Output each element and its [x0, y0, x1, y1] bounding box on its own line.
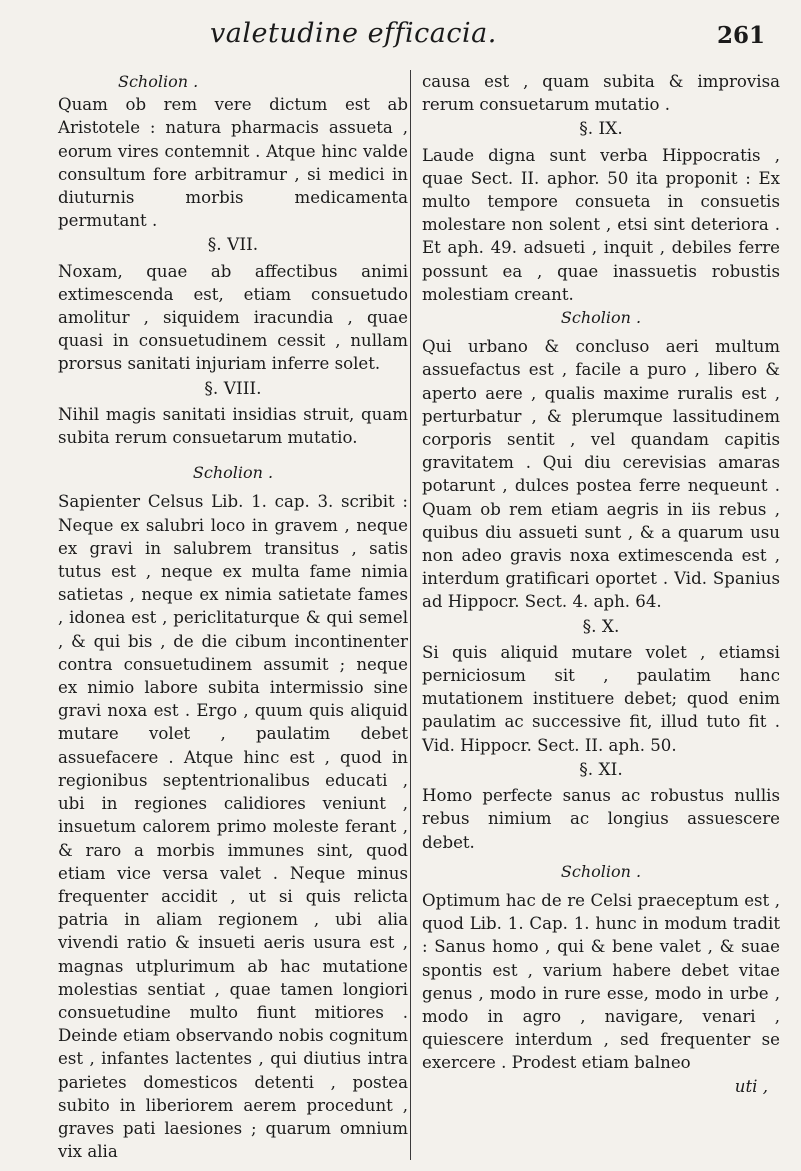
paragraph: Nihil magis sanitati insidias struit, quam subita rerum consuetarum mutatio. [58, 404, 408, 448]
section-heading: §. XI. [579, 759, 623, 780]
page-number: 261 [716, 22, 765, 49]
paragraph: Noxam, quae ab affectibus animi extimescenda est, etiam consuetudo amolitur , siquidem iracundia , quae quasi in consuetudinem cessit , nullam prorsus sanitati injuriam inferre solet. [58, 261, 408, 374]
scholion-heading: Scholion . [118, 72, 199, 91]
scholion-heading: Scholion . [560, 861, 642, 881]
running-head [0, 12, 801, 48]
section-heading: §. IX. [579, 119, 623, 140]
section-heading: §. VII. [207, 235, 259, 256]
paragraph: Quam ob rem vere dictum est ab Aristotele : natura pharmacis assueta , eorum vires contemnit . Atque hinc valde consultum fore arbitramur , si medici in diuturnis morbis medicamenta permutant . [58, 95, 408, 231]
paragraph: Optimum hac de re Celsi praeceptum est , quod Lib. 1. Cap. 1. hunc in modum tradit : Sanus homo , qui & bene valet , & suae spontis est , varium habere debet vitae genus , modo in rure esse, modo in urbe , modo in agro , navigare, venari , quiescere interdum , sed frequenter se exercere . Prodest etiam balneo [422, 890, 780, 1073]
scholion-heading: Scholion . [192, 463, 274, 483]
paragraph: Sapienter Celsus Lib. 1. cap. 3. scribit : Neque ex salubri loco in gravem , neque ex gravi in salubrem transitus , satis tutus est , neque ex multa fame nimia satietas , neque ex nimia satietate fames , idonea est , periclitaturque & qui semel , & qui bis , de die cibum incontinenter contra consuetudinem assumit ; neque ex nimio labore subita intermissio sine gravi noxa est . Ergo , quum quis aliquid mutare volet , paulatim debet assuefacere . Atque hinc est , quod in regionibus septentrionalibus educati , ubi in regiones calidiores veniunt , insuetum calorem primo moleste ferant , & raro a morbis immunes sint, quod etiam vice versa valet . Neque minus frequenter accidit , ut si quis relicta patria in aliam regionem , ubi alia vivendi ratio & insueti aeris usura est , magnas utplurimum ab hac mutatione molestias sentiat , quae tamen longiori consuetudine multo fiunt mitiores . Deinde etiam observando nobis cognitum est , infantes lactentes , qui diutius intra parietes domesticos detenti , postea subito in liberiorem aerem procedunt , graves pati laesiones ; quarum omnium vix alia [58, 492, 408, 1162]
catchword: uti , [734, 1076, 768, 1096]
right-column [422, 70, 780, 1098]
scholion-heading: Scholion . [560, 308, 642, 328]
paragraph: Qui urbano & concluso aeri multum assuefactus est , facile a puro , libero & aperto aere , qualis maxime ruralis est , perturbatur , & plerumque lassitudinem corporis sentit , vel quandam capitis gravitatem . Qui diu cerevisias amaras potarunt , dulces postea ferre nequeunt . Quam ob rem etiam aegris in iis rebus , quibus diu assueti sunt , & a quarum usu non adeo gravis noxa extimescenda est , interdum gratificari oportet . Vid. Spanius ad Hippocr. Sect. 4. aph. 64. [422, 337, 780, 612]
section-heading: §. VIII. [204, 378, 262, 399]
paragraph: Si quis aliquid mutare volet , etiamsi perniciosum sit , paulatim hanc mutationem instituere debet; quod enim paulatim ac successive fit, illud tuto fit . Vid. Hippocr. Sect. II. aph. 50. [422, 642, 780, 755]
section-heading: §. X. [582, 616, 620, 637]
left-column [58, 70, 408, 1163]
column-divider [410, 70, 411, 1160]
paragraph: causa est , quam subita & improvisa rerum consuetarum mutatio . [422, 72, 780, 115]
running-title: valetudine efficacia. [210, 18, 497, 49]
paragraph: Laude digna sunt verba Hippocratis , quae Sect. II. aphor. 50 ita proponit : Ex multo tempore consueta in consuetis molestare non solent , etsi sint deteriora . Et aph. 49. adsueti , inquit , debiles ferre possunt ea , quae inassuetis robustis molestiam creant. [422, 145, 780, 304]
paragraph: Homo perfecte sanus ac robustus nullis rebus nimium ac longius assuescere debet. [422, 786, 780, 852]
